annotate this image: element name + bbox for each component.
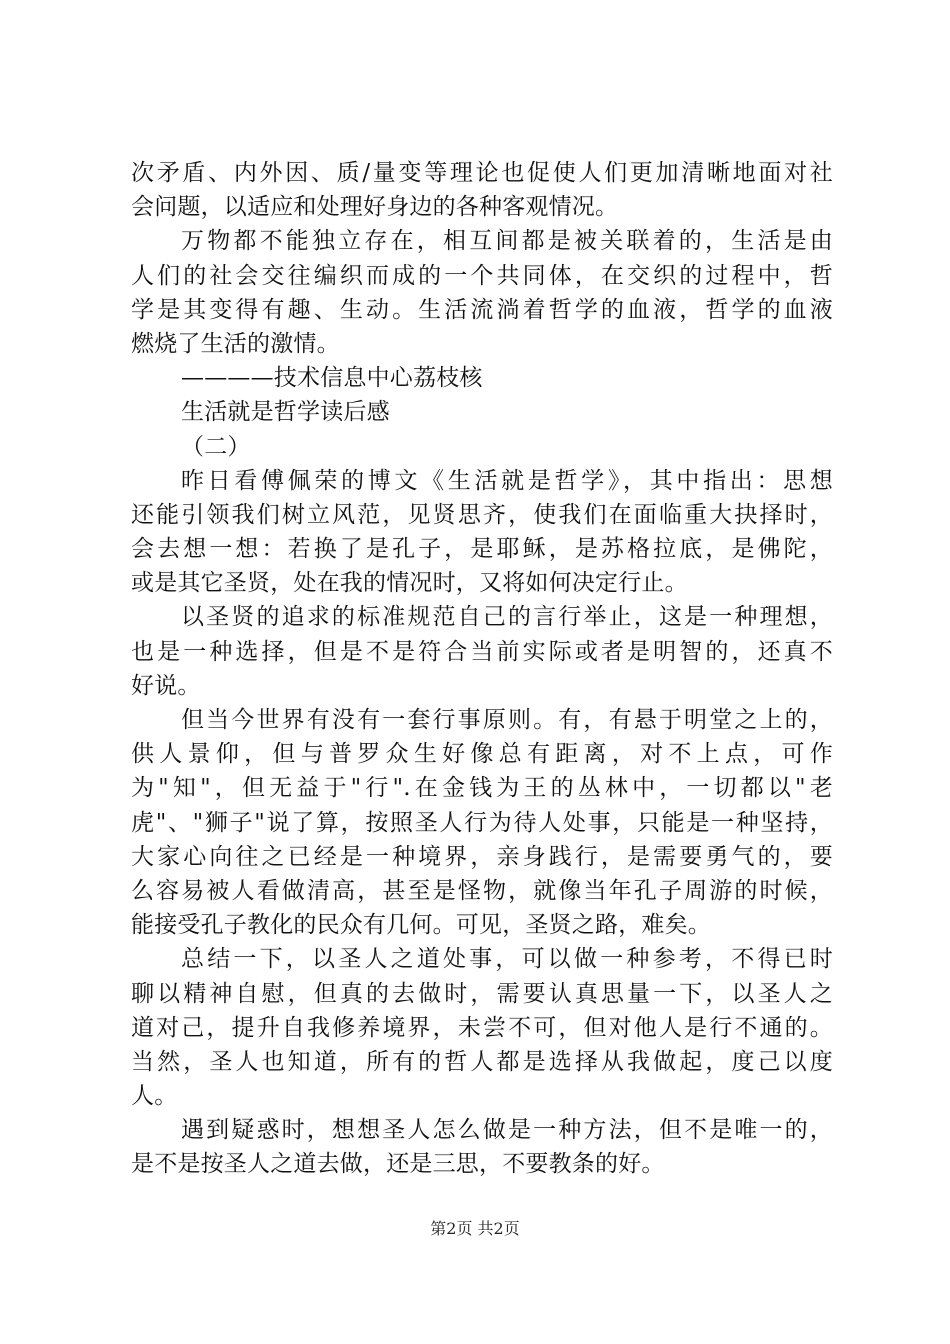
- text-line: 么容易被人看做清高，甚至是怪物，就像当年孔子周游的时候，: [131, 877, 833, 904]
- text-line: 或是其它圣贤，处在我的情况时，又将如何决定行止。: [131, 570, 688, 597]
- text-line: 也是一种选择，但是不是符合当前实际或者是明智的，还真不: [131, 638, 833, 665]
- paragraph-start-line: 以圣贤的追求的标准规范自己的言行举止，这是一种理想，: [181, 604, 833, 631]
- text-line: 道对己，提升自我修养境界，未尝不可，但对他人是行不通的。: [131, 1014, 833, 1041]
- paragraph-start-line: 昨日看傅佩荣的博文《生活就是哲学》，其中指出：思想: [181, 467, 833, 494]
- text-line: 为"知"，但无益于"行".在金钱为王的丛林中，一切都以"老: [131, 775, 833, 802]
- text-line: 是不是按圣人之道去做，还是三思，不要教条的好。: [131, 1151, 665, 1178]
- text-line: 学是其变得有趣、生动。生活流淌着哲学的血液，哲学的血液: [131, 296, 833, 323]
- text-line: 次矛盾、内外因、质/量变等理论也促使人们更加清晰地面对社: [131, 160, 833, 186]
- text-line: 大家心向往之已经是一种境界，亲身践行，是需要勇气的，要: [131, 843, 833, 870]
- page-number-label: 第2页 共2页: [430, 1219, 520, 1238]
- text-line: 聊以精神自慰，但真的去做时，需要认真思量一下，以圣人之: [131, 980, 833, 1007]
- paragraph-start-line: 但当今世界有没有一套行事原则。有，有悬于明堂之上的，: [181, 707, 833, 733]
- author-signature: ————技术信息中心荔枝核: [181, 365, 483, 392]
- text-line: 人们的社会交往编织而成的一个共同体，在交织的过程中，哲: [131, 262, 833, 289]
- text-line: 好说。: [131, 672, 201, 699]
- paragraph-start-line: 万物都不能独立存在，相互间都是被关联着的，生活是由: [181, 228, 833, 255]
- text-line: 虎"、"狮子"说了算，按照圣人行为待人处事，只能是一种坚持，: [131, 809, 833, 836]
- page-footer: [0, 1216, 950, 1239]
- text-line: 当然，圣人也知道，所有的哲人都是选择从我做起，度己以度: [131, 1048, 833, 1075]
- section-title: 生活就是哲学读后感: [181, 399, 390, 426]
- text-line: 会问题，以适应和处理好身边的各种客观情况。: [131, 194, 619, 221]
- section-number: （二）: [181, 433, 251, 460]
- paragraph-start-line: 遇到疑惑时，想想圣人怎么做是一种方法，但不是唯一的，: [181, 1117, 833, 1144]
- text-line: 燃烧了生活的激情。: [131, 330, 340, 357]
- text-line: 还能引领我们树立风范，见贤思齐，使我们在面临重大抉择时，: [131, 501, 833, 528]
- document-body: [131, 156, 833, 1182]
- text-line: 人。: [131, 1083, 178, 1110]
- paragraph-start-line: 总结一下，以圣人之道处事，可以做一种参考，不得已时: [181, 946, 833, 973]
- text-line: 能接受孔子教化的民众有几何。可见，圣贤之路，难矣。: [131, 912, 711, 939]
- text-line: 供人景仰，但与普罗众生好像总有距离，对不上点，可作: [131, 741, 833, 768]
- text-line: 会去想一想：若换了是孔子，是耶稣，是苏格拉底，是佛陀，: [131, 536, 833, 563]
